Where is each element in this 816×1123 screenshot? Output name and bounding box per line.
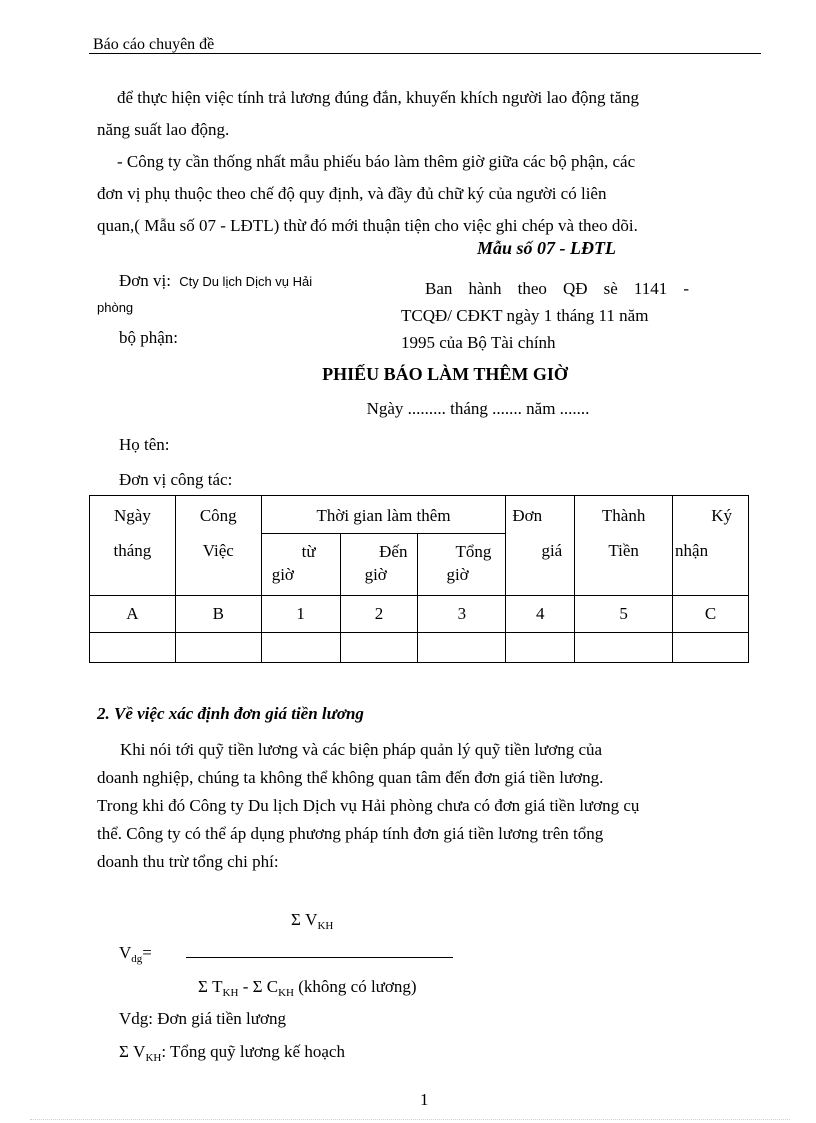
template-number: Mẫu số 07 - LĐTL — [477, 238, 616, 258]
code-cell: B — [175, 596, 261, 633]
definition-vkh-text: : Tổng quỹ lương kế hoạch — [161, 1042, 345, 1061]
paragraph-1-line-2: năng suất lao động. — [97, 120, 230, 139]
header-job-line-1: Công — [199, 506, 237, 525]
header-overtime-label: Thời gian làm thêm — [316, 506, 451, 525]
entry-cell[interactable] — [575, 633, 673, 663]
kh-subscript: KH — [222, 987, 239, 999]
entry-cell[interactable] — [418, 633, 506, 663]
document-header-title: Báo cáo chuyên đề — [93, 36, 215, 53]
header-price-line-2: giá — [541, 541, 563, 560]
definition-vkh — [119, 1042, 345, 1064]
empty-entry-row — [90, 633, 749, 663]
dg-subscript: dg — [131, 953, 143, 965]
header-price-line-1: Đơn — [512, 506, 543, 525]
header-to-line-2: giờ — [364, 565, 387, 584]
entry-cell[interactable] — [261, 633, 340, 663]
code-cell: 5 — [575, 596, 673, 633]
equals-sign: = — [142, 943, 152, 962]
unit-name-continued: phòng — [97, 300, 134, 315]
department-label: bộ phận: — [119, 328, 179, 347]
definition-vdg: Vdg: Đơn giá tiền lương — [119, 1009, 286, 1028]
kh-subscript: KH — [145, 1052, 162, 1064]
header-to-cell — [340, 534, 418, 596]
sigma-symbol: Σ — [291, 910, 301, 929]
entry-cell[interactable] — [506, 633, 575, 663]
minus-sign: - — [242, 977, 249, 996]
header-amount-line-1: Thành — [601, 506, 646, 525]
formula-denominator — [198, 977, 417, 999]
header-amount-line-2: Tiền — [608, 541, 639, 560]
entry-cell[interactable] — [175, 633, 261, 663]
paragraph-2-line-3: quan,( Mẫu số 07 - LĐTL) thừ đó mới thuận tiện cho việc ghi chép và theo dõi. — [97, 216, 638, 235]
header-divider — [89, 53, 761, 54]
code-cell: 1 — [261, 596, 340, 633]
header-from-line-2: giờ — [271, 565, 294, 584]
paragraph-2 — [97, 146, 757, 242]
v-symbol: V — [119, 943, 132, 962]
header-day-cell — [90, 496, 176, 596]
code-cell: 4 — [506, 596, 575, 633]
kh-subscript: KH — [317, 920, 334, 932]
paragraph-1 — [97, 82, 757, 146]
form-title: PHIẾU BÁO LÀM THÊM GIỜ — [322, 364, 568, 384]
section-2-line-4: thể. Công ty có thể áp dụng phương pháp tính đơn giá tiền lương trên tổng — [97, 824, 604, 843]
denominator-note: (không có lương) — [298, 977, 417, 996]
header-amount-cell — [575, 496, 673, 596]
header-job-line-2: Việc — [202, 541, 234, 560]
overtime-table — [89, 495, 749, 663]
section-2-line-3: Trong khi đó Công ty Du lịch Dịch vụ Hải phòng chưa có đơn giá tiền lương cụ — [97, 796, 640, 815]
unit-line — [119, 271, 312, 291]
section-2-body — [97, 736, 757, 876]
header-unit-price-cell — [506, 496, 575, 596]
formula-numerator — [291, 910, 333, 932]
v-symbol: V — [305, 910, 318, 929]
entry-cell[interactable] — [340, 633, 418, 663]
code-cell: A — [90, 596, 176, 633]
unit-label: Đơn vị: — [119, 271, 171, 290]
code-row — [90, 596, 749, 633]
header-sign-line-2: nhận — [675, 541, 709, 560]
work-unit-label: Đơn vị công tác: — [119, 470, 233, 489]
formula-lhs — [119, 943, 152, 965]
section-2-heading: 2. Về việc xác định đơn giá tiền lương — [97, 704, 364, 723]
decree-line-1: Ban hành theo QĐ sè 1141 - — [425, 279, 689, 298]
header-sign-line-1: Ký — [711, 506, 732, 525]
header-overtime-cell — [261, 496, 506, 534]
entry-cell[interactable] — [90, 633, 176, 663]
code-cell: 3 — [418, 596, 506, 633]
decree-block — [401, 275, 689, 356]
t-symbol: T — [212, 977, 223, 996]
fraction-bar — [186, 957, 453, 958]
kh-subscript: KH — [278, 987, 294, 999]
sigma-symbol: Σ — [198, 977, 208, 996]
page-number: 1 — [420, 1090, 429, 1109]
section-2-line-2: doanh nghiệp, chúng ta không thể không quan tâm đến đơn giá tiền lương. — [97, 768, 604, 787]
section-2-line-5: doanh thu trừ tổng chi phí: — [97, 852, 279, 871]
header-total-line-1: Tổng — [455, 542, 492, 561]
paragraph-1-line-1: để thực hiện việc tính trả lương đúng đắn, khuyến khích người lao động tăng — [117, 88, 639, 107]
header-from-line-1: từ — [301, 542, 316, 561]
v-symbol: V — [133, 1042, 146, 1061]
entry-cell[interactable] — [673, 633, 749, 663]
header-from-cell — [261, 534, 340, 596]
code-cell: C — [673, 596, 749, 633]
section-2-line-1: Khi nói tới quỹ tiền lương và các biện pháp quản lý quỹ tiền lương của — [120, 740, 603, 759]
header-day-line-2: tháng — [113, 541, 152, 560]
c-symbol: C — [266, 977, 279, 996]
decree-line-2: TCQĐ/ CĐKT ngày 1 tháng 11 năm — [401, 306, 649, 325]
page-bottom-edge — [30, 1119, 790, 1120]
paragraph-2-line-1: - Công ty cần thống nhất mẫu phiếu báo làm thêm giờ giữa các bộ phận, các — [117, 152, 636, 171]
sigma-symbol: Σ — [119, 1042, 129, 1061]
header-signature-cell — [673, 496, 749, 596]
header-total-cell — [418, 534, 506, 596]
header-day-line-1: Ngày — [114, 506, 151, 525]
name-label: Họ tên: — [119, 435, 170, 454]
header-total-line-2: giờ — [446, 565, 469, 584]
unit-name: Cty Du lịch Dịch vụ Hải — [179, 274, 313, 289]
decree-line-3: 1995 của Bộ Tài chính — [401, 333, 556, 352]
code-cell: 2 — [340, 596, 418, 633]
sigma-symbol: Σ — [252, 977, 263, 996]
header-to-line-1: Đến — [379, 542, 408, 561]
paragraph-2-line-2: đơn vị phụ thuộc theo chế độ quy định, và đầy đủ chữ ký của người có liên — [97, 184, 607, 203]
form-date-line: Ngày ......... tháng ....... năm ....... — [366, 399, 590, 418]
header-job-cell — [175, 496, 261, 596]
